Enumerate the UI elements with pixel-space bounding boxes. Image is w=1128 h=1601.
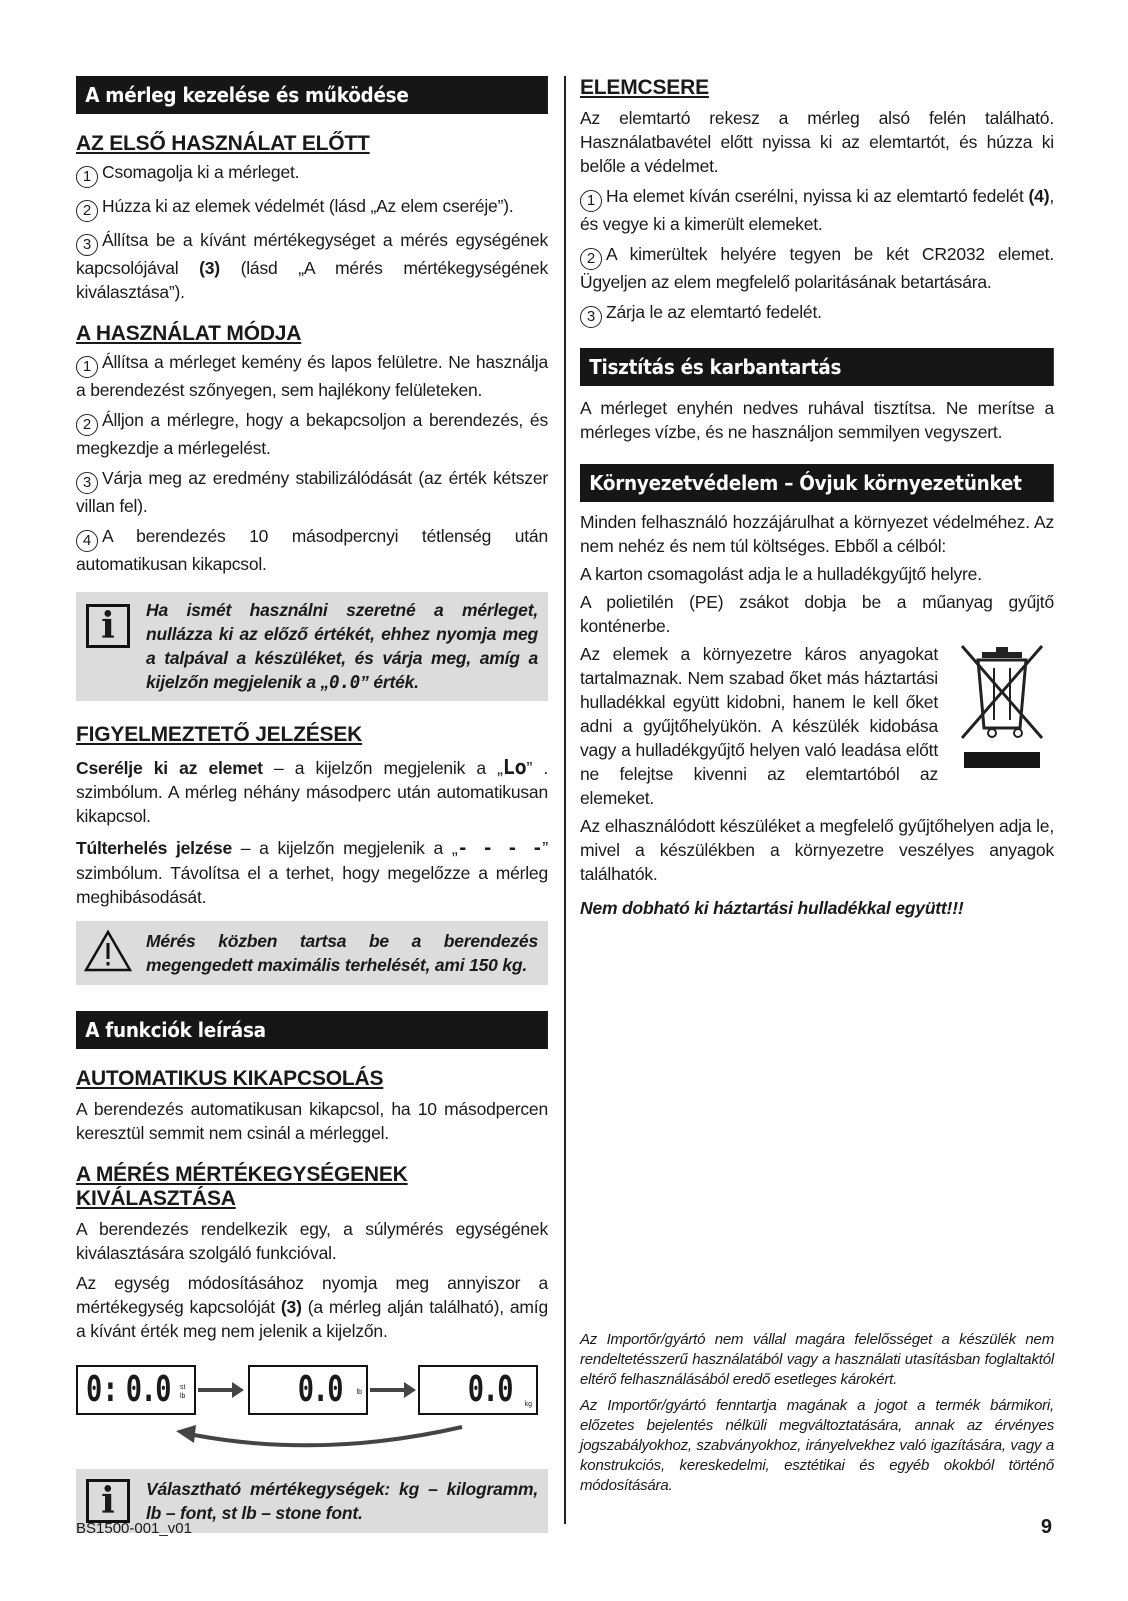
footer-document-code: BS1500-001_v01 [76,1520,192,1537]
environment-p5: Az elhasználódott készüléket a megfelelő gyűjtőhelyen adja le, mivel a készülékben a környezetre veszélyes anyagok találhatók. [580,816,1054,884]
section-title-operation: A mérleg kezelése és működése [76,76,548,114]
disclaimer-1: Az Importőr/gyártó nem vállal magára felelősséget a készülék nem rendeltetésszerű használatából vagy a használati utasításban foglaltaktól eltérő felhasználásából eredő esetleges károkért. [580,1331,1054,1388]
battery-intro: Az elemtartó rekesz a mérleg alsó felén található. Használatbavétel előtt nyissa ki az elemtartót, és húzza ki belőle a védelmet. [580,108,1054,176]
heading-usage: A HASZNÁLAT MÓDJA [76,322,302,345]
info-icon: i [86,604,130,648]
lcd-lo-symbol: Lo [502,755,527,779]
display-kg [418,1365,538,1415]
environment-warning: Nem dobható ki háztartási hulladékkal együtt!!! [580,898,964,918]
column-divider [564,76,566,1524]
section-title-cleaning: Tisztítás és karbantartás [580,348,1054,386]
section-title-environment: Környezetvédelem – Óvjuk környezetünket [580,464,1054,502]
display-st-lb-value: 0.0 [125,1369,170,1410]
display-st-lb-unit: st lb [180,1384,186,1400]
info-icon: i [86,1479,130,1523]
disclaimer-2: Az Importőr/gyártó fenntartja magának a jogot a termék bármikori, előzetes bejelentés nélküli megváltoztatására, annak az érvényes jogszabályokhoz, szabványokhoz, irányelvekhez való igazítására, vagy a konstrukciós, kereskedelmi, esztétikai és egyéb okokból történő módosítására. [580,1397,1054,1494]
environment-p1: Minden felhasználó hozzájárulhat a környezet védelméhez. Az nem nehéz és nem túl költséges. Ebből a célból: [580,512,1054,556]
display-kg-value: 0.0 [467,1369,512,1410]
lcd-dashes-symbol: - - - - [457,839,543,859]
auto-off-text: A berendezés automatikusan kikapcsol, ha 10 másodpercen keresztül semmit nem csinál a mérleggel. [76,1099,548,1143]
caution-note [76,921,548,985]
lcd-zero-symbol: 0.0 [329,673,361,693]
usage-step-4: 4 A berendezés 10 másodpercnyi tétlenség után automatikusan kikapcsol. [76,526,548,574]
usage-step-2: 2 Álljon a mérlegre, hogy a bekapcsoljon a berendezés, és megkezdje a mérlegelést. [76,410,548,458]
first-use-step-1: 1 Csomagolja ki a mérleget. [76,160,548,188]
units-paragraph-2: Az egység módosításához nyomja meg annyiszor a mértékegység kapcsolóját (3) (a mérleg alján található), amíg a kívánt érték meg nem jelenik a kijelzőn. [76,1273,548,1341]
crossed-bin-icon [952,642,1052,770]
heading-first-use: AZ ELSŐ HASZNÁLAT ELŐTT [76,132,370,155]
heading-unit-selection: A MÉRÉS MÉRTÉKEGYSÉGENEK KIVÁLASZTÁSA [76,1163,408,1210]
left-column [76,76,548,1533]
warning-overload: Túlterhelés jelzése – a kijelzőn megjelenik a „- - - -” szimbólum. Távolítsa el a terhet, hogy megelőzze a mérleg meghibásodását. [76,838,548,907]
battery-step-2: 2 A kimerültek helyére tegyen be két CR2032 elemet. Ügyeljen az elem megfelelő polaritásának betartására. [580,244,1054,292]
battery-step-3: 3 Zárja le az elemtartó fedelét. [580,300,1054,328]
right-column [580,76,1054,920]
footer-page-number: 9 [1040,1516,1052,1538]
first-use-step-3: 3 Állítsa be a kívánt mértékegységet a mérés egységének kapcsolójával (3) (lásd „A mérés mértékegységének kiválasztása”). [76,230,548,302]
heading-battery-replacement: ELEMCSERE [580,76,709,99]
info-note-units-text: Választható mértékegységek: kg – kilogramm, lb – font, st lb – stone font. [146,1479,538,1523]
usage-step-3: 3 Várja meg az eredmény stabilizálódását (az érték kétszer villan fel). [76,468,548,516]
arrow-right-icon [198,1381,246,1399]
display-st-lb [76,1365,196,1415]
units-paragraph-1: A berendezés rendelkezik egy, a súlymérés egységének kiválasztására szolgáló funkcióval. [76,1219,548,1263]
unit-display-diagram [76,1365,548,1461]
environment-weee-block [580,642,1054,810]
display-st-lb-prefix: 0: [86,1369,119,1410]
section-title-functions: A funkciók leírása [76,1011,548,1049]
display-kg-unit: kg [524,1401,532,1408]
curved-return-arrow-icon [172,1415,472,1455]
display-lb-unit: lb [356,1389,362,1396]
usage-step-1: 1 Állítsa a mérleget kemény és lapos felületre. Ne használja a berendezést szőnyegen, sem hajlékony felületeken. [76,352,548,400]
warning-battery: Cserélje ki az elemet – a kijelzőn megjelenik a „Lo” . szimbólum. A mérleg néhány másodperc után automatikusan kikapcsol. [76,755,548,826]
caution-note-text: Mérés közben tartsa be a berendezés megengedett maximális terhelését, ami 150 kg. [146,931,538,975]
first-use-step-2: 2 Húzza ki az elemek védelmét (lásd „Az elem cseréje”). [76,194,548,222]
battery-step-1: 1 Ha elemet kíván cserélni, nyissa ki az elemtartó fedelét (4), és vegye ki a kimerült elemeket. [580,186,1054,234]
info-note-reset-text: Ha ismét használni szeretné a mérleget, nullázza ki az előző értékét, ehhez nyomja meg a talpával a készüléket, és várja meg, amíg a kijelzőn megjelenik a „0.0” érték. [146,600,538,693]
arrow-right-icon [370,1381,418,1399]
environment-p2: A karton csomagolást adja le a hulladékgyűjtő helyre. [580,564,982,584]
environment-p3: A polietilén (PE) zsákot dobja be a műanyag gyűjtő konténerbe. [580,592,1054,636]
warning-triangle-icon [84,929,132,973]
heading-warnings: FIGYELMEZTETŐ JELZÉSEK [76,723,363,746]
display-lb [248,1365,368,1415]
info-note-reset [76,592,548,701]
heading-auto-off: AUTOMATIKUS KIKAPCSOLÁS [76,1067,384,1090]
disclaimers [580,1330,1054,1496]
display-lb-value: 0.0 [297,1369,342,1410]
environment-p4: Az elemek a környezetre káros anyagokat tartalmaznak. Nem szabad őket más háztartási hulladékkal együtt kidobni, hanem le kell őket adni a gyűjtőhelyükön. A készülék kidobása vagy a hulladékgyűjtő helyen való leadása előtt ne felejtse kivenni az elemtartóból az elemeket. [580,644,938,808]
cleaning-text: A mérleget enyhén nedves ruhával tisztítsa. Ne merítse a mérleges vízbe, és ne használjon semmilyen vegyszert. [580,398,1054,442]
